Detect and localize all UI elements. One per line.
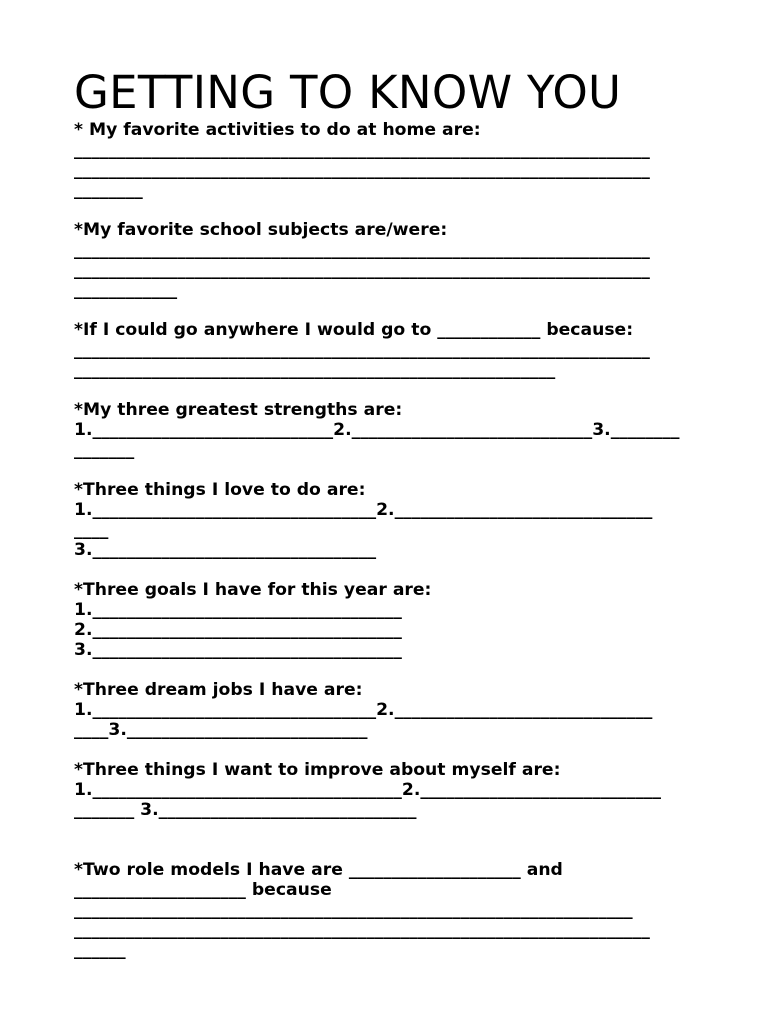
- section-role-models: [74, 860, 694, 960]
- answer-line[interactable]: _________________________________________________________________: [74, 900, 633, 920]
- answer-line-numbered[interactable]: _______ 3.______________________________: [74, 800, 417, 820]
- answer-line-numbered[interactable]: 1._________________________________2.______________________________: [74, 700, 653, 720]
- question-school-subjects: *My favorite school subjects are/were:: [74, 220, 448, 240]
- question-strengths: *My three greatest strengths are:: [74, 400, 403, 420]
- question-go-anywhere[interactable]: *If I could go anywhere I would go to ____________ because:: [74, 320, 634, 340]
- answer-line-numbered[interactable]: 1._________________________________2.______________________________: [74, 500, 653, 520]
- question-dream-jobs: *Three dream jobs I have are:: [74, 680, 363, 700]
- question-improve: *Three things I want to improve about myself are:: [74, 760, 561, 780]
- answer-line-numbered[interactable]: 1.____________________________2.____________________________3.________: [74, 420, 680, 440]
- answer-line[interactable]: ___________________________________________________________________: [74, 340, 650, 360]
- section-love-to-do: [74, 480, 694, 560]
- answer-line[interactable]: ______: [74, 940, 126, 960]
- answer-line[interactable]: ___________________________________________________________________: [74, 140, 650, 160]
- question-goals: *Three goals I have for this year are:: [74, 580, 432, 600]
- answer-line-numbered[interactable]: 2.____________________________________: [74, 620, 402, 640]
- answer-line[interactable]: ___________________________________________________________________: [74, 240, 650, 260]
- answer-line-numbered[interactable]: 3.____________________________________: [74, 640, 402, 660]
- section-go-anywhere: [74, 320, 694, 380]
- section-activities: [74, 120, 694, 200]
- answer-line-numbered[interactable]: 1.____________________________________2.____________________________: [74, 780, 661, 800]
- question-love-to-do: *Three things I love to do are:: [74, 480, 366, 500]
- answer-line[interactable]: ___________________________________________________________________: [74, 260, 650, 280]
- question-role-models[interactable]: *Two role models I have are ____________________ and: [74, 860, 563, 880]
- answer-line[interactable]: ____________: [74, 280, 178, 300]
- question-favorite-activities: * My favorite activities to do at home are:: [74, 120, 481, 140]
- answer-line[interactable]: ________: [74, 180, 143, 200]
- answer-line[interactable]: ____________________ because: [74, 880, 332, 900]
- worksheet-page: [74, 66, 694, 960]
- answer-line[interactable]: ___________________________________________________________________: [74, 160, 650, 180]
- answer-line-numbered[interactable]: ____3.____________________________: [74, 720, 368, 740]
- section-improve: [74, 760, 694, 820]
- section-strengths: [74, 400, 694, 460]
- answer-line[interactable]: ________________________________________________________: [74, 360, 556, 380]
- answer-line[interactable]: _______: [74, 440, 135, 460]
- answer-line[interactable]: ___________________________________________________________________: [74, 920, 650, 940]
- answer-line-numbered[interactable]: 1.____________________________________: [74, 600, 402, 620]
- page-title: GETTING TO KNOW YOU: [74, 66, 622, 119]
- section-dream-jobs: [74, 680, 694, 740]
- answer-line[interactable]: ____: [74, 520, 109, 540]
- answer-line-numbered[interactable]: 3._________________________________: [74, 540, 377, 560]
- section-goals: [74, 580, 694, 660]
- section-school-subjects: [74, 220, 694, 300]
